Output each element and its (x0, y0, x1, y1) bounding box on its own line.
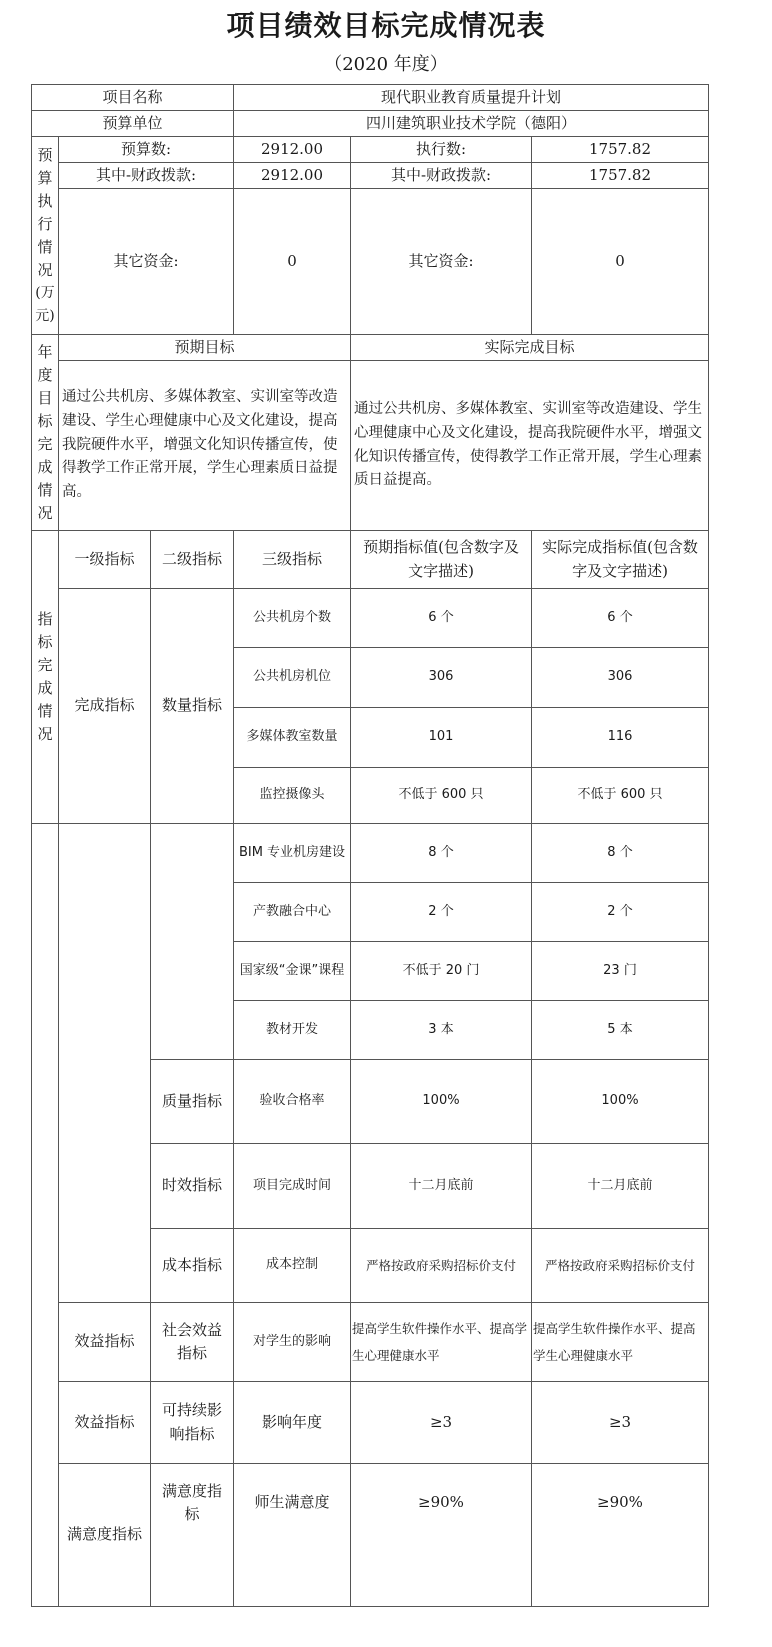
header-level2: 二级指标 (161, 549, 222, 568)
row-actual: 提高学生软件操作水平、提高学生心理健康水平 (533, 1320, 696, 1363)
actual-goal-text: 通过公共机房、多媒体教室、实训室等改造建设、学生心理健康中心及文化建设，提高我院硬件水平，增强文化知识传播宣传，使得教学工作正常开展，学生心理素质日益提高。 (354, 400, 702, 489)
execution-amount-value: 1757.82 (588, 139, 652, 158)
budget-side-label: 预 算 执 行 情 况 (万 元) (35, 145, 55, 324)
cost-indicator-label: 成本指标 (161, 1255, 222, 1274)
benefit-level1-label: 效益指标 (74, 1332, 135, 1351)
actual-goal-header: 实际完成目标 (484, 337, 575, 356)
expected-goal-header: 预期目标 (174, 337, 235, 356)
satisfaction-level1-label: 满意度指标 (66, 1525, 142, 1544)
row-expected: 提高学生软件操作水平、提高学生心理健康水平 (352, 1320, 528, 1363)
fiscal-exec-label: 其中-财政拨款: (390, 165, 492, 184)
row-actual: ≥3 (608, 1412, 632, 1431)
row-expected: 3 本 (428, 1021, 454, 1037)
row-actual: 23 门 (603, 962, 637, 978)
row-name: 项目完成时间 (252, 1177, 331, 1193)
row-actual: 十二月底前 (587, 1177, 653, 1193)
row-name: 监控摄像头 (259, 787, 325, 803)
row-name: 教材开发 (265, 1021, 318, 1037)
row-expected: 6 个 (428, 609, 454, 625)
row-name: 影响年度 (261, 1412, 322, 1431)
other-funds-exec-label: 其它资金: (408, 251, 474, 270)
page-title: 项目绩效目标完成情况表 (226, 9, 546, 42)
row-expected: 101 (428, 729, 454, 745)
expected-goal-text: 通过公共机房、多媒体教室、实训室等改造建设、学生心理健康中心及文化建设，提高我院硬件水平，增强文化知识传播宣传，使得教学工作正常开展，学生心理素质日益提高。 (62, 388, 338, 501)
row-actual: 116 (607, 729, 633, 745)
row-expected: 严格按政府采购招标价支付 (365, 1257, 516, 1273)
row-name: 产教融合中心 (252, 903, 331, 919)
row-actual: ≥90% (597, 1493, 643, 1512)
other-funds-exec: 0 (615, 251, 625, 270)
sustainable-impact-label: 可持续影响指标 (161, 1401, 222, 1443)
row-name: BIM 专业机房建设 (238, 844, 346, 860)
row-expected: ≥3 (429, 1412, 453, 1431)
header-level1: 一级指标 (74, 549, 135, 568)
other-funds-budget: 0 (287, 251, 297, 270)
row-name: 国家级“金课”课程 (239, 962, 345, 978)
row-expected: 306 (428, 669, 454, 685)
row-name: 验收合格率 (259, 1093, 325, 1109)
row-actual: 2 个 (607, 903, 633, 919)
row-expected: 不低于 600 只 (398, 787, 484, 803)
row-expected: 不低于 20 门 (402, 962, 480, 978)
quality-indicator-label: 质量指标 (161, 1091, 222, 1110)
project-name-label: 项目名称 (102, 87, 163, 106)
row-actual: 306 (607, 669, 633, 685)
fiscal-budget-label: 其中-财政拨款: (95, 165, 197, 184)
fiscal-exec-value: 1757.82 (588, 165, 652, 184)
indicators-side-label: 指 标 完 成 情 况 (37, 610, 53, 743)
execution-amount-label: 执行数: (415, 139, 467, 158)
row-actual: 8 个 (607, 844, 633, 860)
quantity-indicator-label: 数量指标 (161, 696, 222, 715)
row-name: 公共机房个数 (252, 609, 331, 625)
row-actual: 严格按政府采购招标价支付 (544, 1257, 695, 1273)
row-name: 师生满意度 (254, 1493, 330, 1512)
page-subtitle: （2020 年度） (324, 54, 448, 75)
row-actual: 100% (601, 1093, 639, 1109)
budget-unit-label: 预算单位 (102, 113, 163, 132)
budget-amount-label: 预算数: (120, 139, 172, 158)
row-expected: 8 个 (428, 844, 454, 860)
header-level3: 三级指标 (261, 549, 322, 568)
row-actual: 不低于 600 只 (577, 787, 663, 803)
budget-amount-value: 2912.00 (260, 139, 324, 158)
row-expected: ≥90% (418, 1493, 464, 1512)
row-name: 成本控制 (265, 1257, 318, 1273)
social-benefit-label: 社会效益指标 (161, 1320, 222, 1362)
satisfaction-level2-label: 满意度指标 (161, 1481, 222, 1523)
completion-indicator-label: 完成指标 (74, 696, 135, 715)
row-actual: 5 本 (607, 1021, 633, 1037)
header-actual: 实际完成指标值(包含数字及文字描述) (542, 538, 698, 580)
row-expected: 十二月底前 (408, 1177, 474, 1193)
other-funds-label: 其它资金: (113, 251, 179, 270)
goals-side-label: 年 度 目 标 完 成 情 况 (37, 342, 53, 522)
row-expected: 100% (422, 1093, 460, 1109)
row-name: 对学生的影响 (252, 1333, 331, 1349)
benefit-level1-label: 效益指标 (74, 1412, 135, 1431)
project-name-value: 现代职业教育质量提升计划 (380, 87, 561, 106)
row-name: 公共机房机位 (252, 669, 331, 685)
timeliness-indicator-label: 时效指标 (161, 1176, 222, 1195)
row-name: 多媒体教室数量 (246, 729, 338, 745)
fiscal-budget-value: 2912.00 (260, 165, 324, 184)
row-expected: 2 个 (428, 903, 454, 919)
row-actual: 6 个 (607, 609, 633, 625)
budget-unit-value: 四川建筑职业技术学院（德阳） (365, 113, 576, 132)
header-expected: 预期指标值(包含数字及文字描述) (363, 538, 519, 580)
